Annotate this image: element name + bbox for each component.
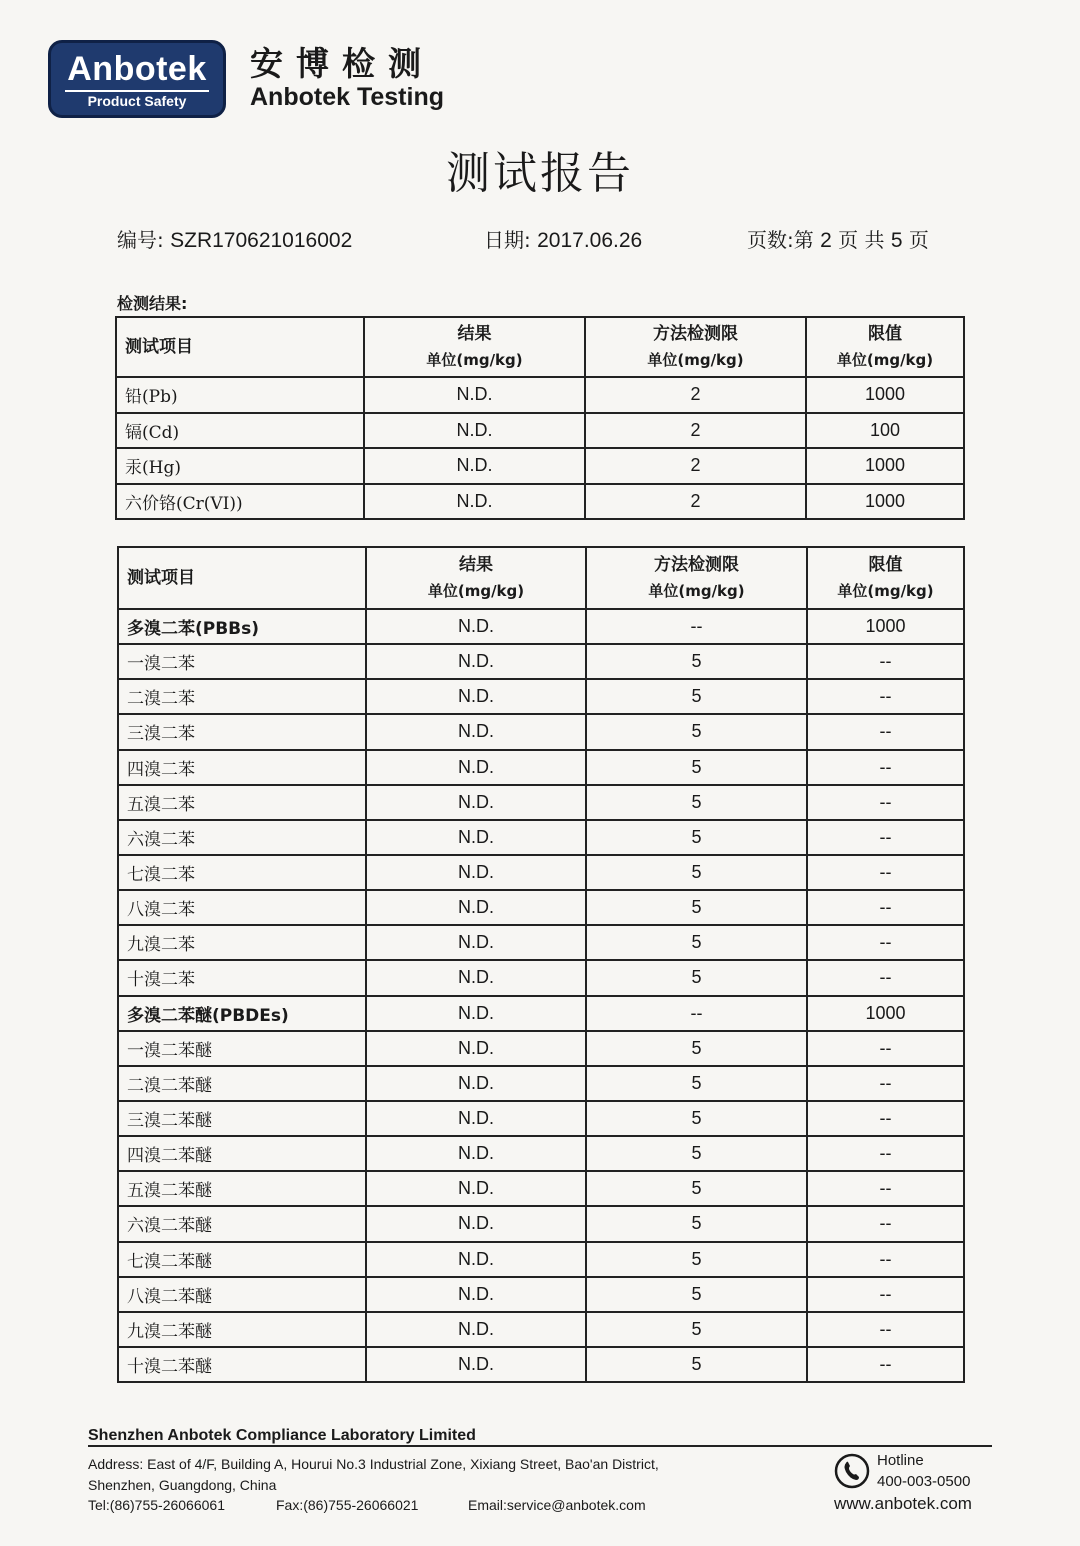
table-row xyxy=(118,855,964,890)
cell-limit: 1000 xyxy=(806,377,964,413)
table-row xyxy=(118,714,964,749)
footer-fax: Fax:(86)755-26066021 xyxy=(276,1497,419,1513)
col-header-result-title: 结果 xyxy=(459,555,493,575)
report-date-label: 日期: xyxy=(484,228,531,252)
table-row xyxy=(118,1136,964,1171)
brand-name-en: Anbotek Testing xyxy=(250,83,444,111)
cell-limit: 1000 xyxy=(807,996,964,1031)
cell-result: N.D. xyxy=(366,785,586,820)
cell-limit: -- xyxy=(807,1277,964,1312)
cell-test-item: 四溴二苯 xyxy=(118,750,366,785)
cell-result: N.D. xyxy=(366,1031,586,1066)
table-row xyxy=(118,750,964,785)
table-row xyxy=(118,1031,964,1066)
cell-limit: -- xyxy=(807,820,964,855)
cell-detection-limit: 5 xyxy=(586,1171,807,1206)
col-header-result xyxy=(364,317,585,377)
cell-test-item: 三溴二苯醚 xyxy=(118,1101,366,1136)
cell-limit: -- xyxy=(807,1066,964,1101)
cell-result: N.D. xyxy=(364,413,585,449)
cell-result: N.D. xyxy=(366,609,586,644)
col-header-mdl xyxy=(585,317,806,377)
cell-detection-limit: 5 xyxy=(586,1066,807,1101)
footer-tel: Tel:(86)755-26066061 xyxy=(88,1497,225,1513)
col-header-limit-title: 限值 xyxy=(868,324,902,344)
logo-main-text: Anbotek xyxy=(67,50,207,88)
cell-detection-limit: 5 xyxy=(586,785,807,820)
table-row xyxy=(118,890,964,925)
report-date xyxy=(484,226,642,255)
cell-result: N.D. xyxy=(366,996,586,1031)
table-row xyxy=(116,448,964,484)
col-header-mdl-title: 方法检测限 xyxy=(654,555,739,575)
cell-limit: -- xyxy=(807,1242,964,1277)
cell-limit: -- xyxy=(807,1171,964,1206)
cell-result: N.D. xyxy=(366,1347,586,1382)
page-count xyxy=(747,226,929,255)
cell-result: N.D. xyxy=(366,890,586,925)
cell-limit: -- xyxy=(807,679,964,714)
col-header-limit xyxy=(806,317,964,377)
cell-detection-limit: 5 xyxy=(586,855,807,890)
cell-result: N.D. xyxy=(366,1277,586,1312)
cell-detection-limit: 5 xyxy=(586,750,807,785)
cell-detection-limit: 5 xyxy=(586,1242,807,1277)
cell-test-item: 铅(Pb) xyxy=(116,377,364,413)
col-header-result xyxy=(366,547,586,609)
cell-detection-limit: 5 xyxy=(586,925,807,960)
cell-result: N.D. xyxy=(366,1066,586,1101)
cell-test-item: 十溴二苯醚 xyxy=(118,1347,366,1382)
cell-detection-limit: 5 xyxy=(586,1136,807,1171)
cell-limit: -- xyxy=(807,855,964,890)
col-header-mdl xyxy=(586,547,807,609)
cell-detection-limit: 5 xyxy=(586,679,807,714)
table-row xyxy=(118,925,964,960)
cell-result: N.D. xyxy=(366,960,586,995)
cell-limit: -- xyxy=(807,1101,964,1136)
col-header-item: 测试项目 xyxy=(116,317,364,377)
report-number xyxy=(117,226,352,255)
table-row xyxy=(118,785,964,820)
cell-test-item: 四溴二苯醚 xyxy=(118,1136,366,1171)
hotline-number: 400-003-0500 xyxy=(877,1473,971,1490)
table-row xyxy=(118,820,964,855)
table-row xyxy=(118,1347,964,1382)
cell-test-item: 一溴二苯醚 xyxy=(118,1031,366,1066)
cell-test-item: 多溴二苯醚(PBDEs) xyxy=(118,996,366,1031)
cell-limit: -- xyxy=(807,1206,964,1241)
cell-limit: -- xyxy=(807,785,964,820)
table-row xyxy=(118,1277,964,1312)
col-header-limit-unit: 单位(mg/kg) xyxy=(837,582,934,600)
table-row xyxy=(118,679,964,714)
table-row xyxy=(116,413,964,449)
cell-detection-limit: 5 xyxy=(586,1101,807,1136)
cell-test-item: 五溴二苯 xyxy=(118,785,366,820)
cell-test-item: 多溴二苯(PBBs) xyxy=(118,609,366,644)
cell-limit: -- xyxy=(807,644,964,679)
table-row xyxy=(118,609,964,644)
cell-result: N.D. xyxy=(366,750,586,785)
cell-test-item: 六溴二苯醚 xyxy=(118,1206,366,1241)
page-total: 5 xyxy=(890,229,903,252)
page-count-end: 页 xyxy=(908,228,929,252)
cell-result: N.D. xyxy=(366,644,586,679)
cell-detection-limit: 5 xyxy=(586,714,807,749)
cell-test-item: 五溴二苯醚 xyxy=(118,1171,366,1206)
cell-test-item: 九溴二苯 xyxy=(118,925,366,960)
website-link[interactable]: www.anbotek.com xyxy=(834,1494,972,1513)
cell-detection-limit: 5 xyxy=(586,890,807,925)
cell-result: N.D. xyxy=(366,1206,586,1241)
cell-test-item: 一溴二苯 xyxy=(118,644,366,679)
cell-result: N.D. xyxy=(366,855,586,890)
cell-detection-limit: 5 xyxy=(586,1031,807,1066)
cell-result: N.D. xyxy=(366,820,586,855)
table-row xyxy=(118,1312,964,1347)
cell-detection-limit: 5 xyxy=(586,644,807,679)
cell-test-item: 镉(Cd) xyxy=(116,413,364,449)
footer-address-line-2: Shenzhen, Guangdong, China xyxy=(88,1477,277,1493)
cell-test-item: 二溴二苯 xyxy=(118,679,366,714)
cell-detection-limit: -- xyxy=(586,996,807,1031)
cell-test-item: 八溴二苯醚 xyxy=(118,1277,366,1312)
cell-detection-limit: 5 xyxy=(586,1206,807,1241)
footer-email: Email:service@anbotek.com xyxy=(468,1497,646,1513)
hotline-label: Hotline xyxy=(877,1452,924,1469)
table-row xyxy=(118,1242,964,1277)
col-header-limit xyxy=(807,547,964,609)
cell-limit: -- xyxy=(807,890,964,925)
cell-result: N.D. xyxy=(366,679,586,714)
brand-name-cn: 安博检测 xyxy=(250,44,434,83)
cell-test-item: 二溴二苯醚 xyxy=(118,1066,366,1101)
cell-test-item: 汞(Hg) xyxy=(116,448,364,484)
flame-retardants-table xyxy=(117,546,965,1383)
cell-test-item: 三溴二苯 xyxy=(118,714,366,749)
cell-limit: -- xyxy=(807,960,964,995)
report-date-value: 2017.06.26 xyxy=(537,229,643,252)
cell-test-item: 六价铬(Cr(VI)) xyxy=(116,484,364,520)
cell-result: N.D. xyxy=(366,714,586,749)
table-header-row xyxy=(118,547,964,609)
cell-result: N.D. xyxy=(364,377,585,413)
cell-result: N.D. xyxy=(364,484,585,520)
cell-test-item: 七溴二苯 xyxy=(118,855,366,890)
cell-result: N.D. xyxy=(366,1136,586,1171)
table-row xyxy=(118,996,964,1031)
cell-test-item: 六溴二苯 xyxy=(118,820,366,855)
col-header-mdl-unit: 单位(mg/kg) xyxy=(648,582,745,600)
report-number-label: 编号: xyxy=(117,228,164,252)
cell-limit: -- xyxy=(807,1312,964,1347)
cell-test-item: 七溴二苯醚 xyxy=(118,1242,366,1277)
logo-sub-text: Product Safety xyxy=(87,93,187,109)
col-header-limit-title: 限值 xyxy=(868,555,903,575)
table-row xyxy=(116,484,964,520)
col-header-item: 测试项目 xyxy=(118,547,366,609)
page-current: 2 xyxy=(820,229,832,252)
logo-divider xyxy=(65,90,209,92)
cell-test-item: 八溴二苯 xyxy=(118,890,366,925)
table-row xyxy=(118,1101,964,1136)
section-label: 检测结果: xyxy=(117,294,188,313)
cell-detection-limit: 5 xyxy=(586,960,807,995)
report-number-value: SZR170621016002 xyxy=(170,229,353,252)
table-row xyxy=(118,1066,964,1101)
cell-test-item: 九溴二苯醚 xyxy=(118,1312,366,1347)
col-header-limit-unit: 单位(mg/kg) xyxy=(836,351,934,369)
cell-limit: 100 xyxy=(806,413,964,449)
cell-detection-limit: 5 xyxy=(586,1347,807,1382)
cell-result: N.D. xyxy=(366,1171,586,1206)
table-row xyxy=(118,960,964,995)
cell-limit: -- xyxy=(807,750,964,785)
cell-result: N.D. xyxy=(366,925,586,960)
heavy-metals-table xyxy=(115,316,965,520)
col-header-mdl-title: 方法检测限 xyxy=(653,324,738,344)
footer-divider xyxy=(88,1445,992,1447)
cell-detection-limit: 2 xyxy=(585,484,806,520)
cell-limit: -- xyxy=(807,925,964,960)
cell-result: N.D. xyxy=(364,448,585,484)
table-row xyxy=(118,1171,964,1206)
table-row xyxy=(118,1206,964,1241)
cell-limit: -- xyxy=(807,1031,964,1066)
cell-limit: -- xyxy=(807,714,964,749)
col-header-result-unit: 单位(mg/kg) xyxy=(426,351,523,369)
cell-detection-limit: 2 xyxy=(585,448,806,484)
cell-limit: -- xyxy=(807,1136,964,1171)
cell-result: N.D. xyxy=(366,1101,586,1136)
cell-detection-limit: 5 xyxy=(586,1312,807,1347)
col-header-mdl-unit: 单位(mg/kg) xyxy=(647,351,744,369)
phone-icon xyxy=(834,1453,870,1489)
col-header-result-unit: 单位(mg/kg) xyxy=(427,582,525,600)
cell-result: N.D. xyxy=(366,1242,586,1277)
page-title: 测试报告 xyxy=(446,148,634,199)
company-logo xyxy=(48,40,226,118)
cell-detection-limit: 2 xyxy=(585,413,806,449)
cell-limit: 1000 xyxy=(807,609,964,644)
page-count-label: 页数:第 xyxy=(747,228,814,252)
cell-detection-limit: 5 xyxy=(586,1277,807,1312)
cell-limit: 1000 xyxy=(806,484,964,520)
cell-test-item: 十溴二苯 xyxy=(118,960,366,995)
cell-detection-limit: -- xyxy=(586,609,807,644)
table-header-row xyxy=(116,317,964,377)
cell-result: N.D. xyxy=(366,1312,586,1347)
col-header-result-title: 结果 xyxy=(457,324,492,344)
table-row xyxy=(118,644,964,679)
page-count-mid: 页 共 xyxy=(838,228,885,252)
cell-limit: 1000 xyxy=(806,448,964,484)
cell-detection-limit: 5 xyxy=(586,820,807,855)
cell-limit: -- xyxy=(807,1347,964,1382)
cell-detection-limit: 2 xyxy=(585,377,806,413)
footer-address-line-1: Address: East of 4/F, Building A, Hourui No.3 Industrial Zone, Xixiang Street, Bao'an District, xyxy=(88,1456,659,1472)
footer-company: Shenzhen Anbotek Compliance Laboratory Limited xyxy=(88,1427,476,1444)
table-row xyxy=(116,377,964,413)
